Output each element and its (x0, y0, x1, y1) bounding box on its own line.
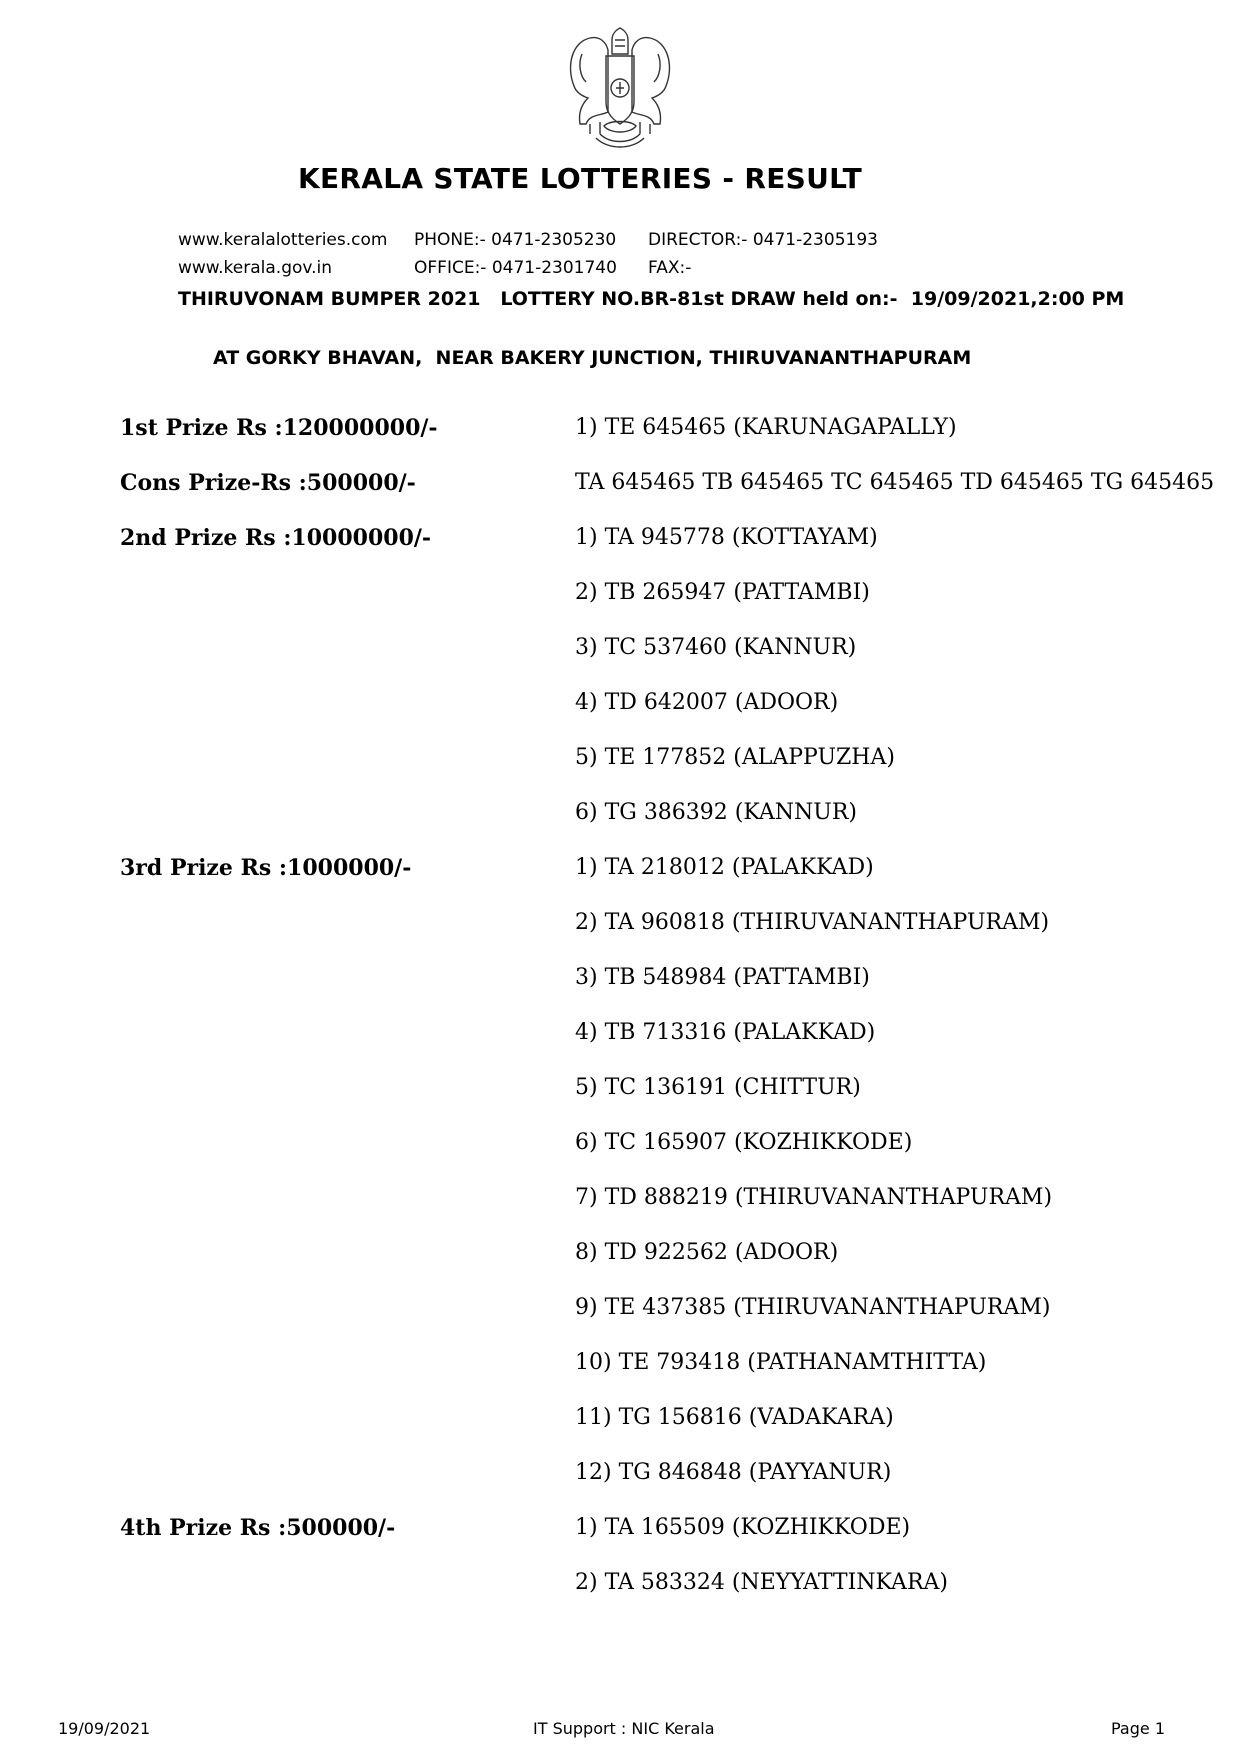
footer-date: 19/09/2021 (58, 1719, 151, 1738)
director-phone: DIRECTOR:- 0471-2305193 (648, 230, 878, 250)
website-link[interactable]: www.keralalotteries.com (178, 230, 388, 250)
second-prize-winner: 3) TC 537460 (KANNUR) (575, 635, 857, 660)
phone-number: PHONE:- 0471-2305230 (414, 230, 617, 250)
third-prize-winner: 12) TG 846848 (PAYYANUR) (575, 1460, 892, 1485)
third-prize-winner: 8) TD 922562 (ADOOR) (575, 1240, 839, 1265)
third-prize-label: 3rd Prize Rs :1000000/- (120, 855, 412, 881)
third-prize-winner: 2) TA 960818 (THIRUVANANTHAPURAM) (575, 910, 1050, 935)
second-prize-winner: 4) TD 642007 (ADOOR) (575, 690, 839, 715)
third-prize-winner: 7) TD 888219 (THIRUVANANTHAPURAM) (575, 1185, 1053, 1210)
fourth-prize-label: 4th Prize Rs :500000/- (120, 1515, 396, 1541)
second-prize-label: 2nd Prize Rs :10000000/- (120, 525, 432, 551)
first-prize-label: 1st Prize Rs :120000000/- (120, 415, 438, 441)
kerala-emblem-icon (560, 16, 680, 151)
draw-info: THIRUVONAM BUMPER 2021 LOTTERY NO.BR-81st DRAW held on:- 19/09/2021,2:00 PM (178, 288, 1125, 310)
second-prize-winner: 6) TG 386392 (KANNUR) (575, 800, 857, 825)
third-prize-winner: 11) TG 156816 (VADAKARA) (575, 1405, 894, 1430)
first-prize-winner: 1) TE 645465 (KARUNAGAPALLY) (575, 415, 957, 440)
third-prize-winner: 6) TC 165907 (KOZHIKKODE) (575, 1130, 913, 1155)
third-prize-winner: 9) TE 437385 (THIRUVANANTHAPURAM) (575, 1295, 1051, 1320)
second-prize-winner: 1) TA 945778 (KOTTAYAM) (575, 525, 878, 550)
footer-support: IT Support : NIC Kerala (533, 1719, 715, 1738)
office-phone: OFFICE:- 0471-2301740 (414, 258, 617, 278)
draw-venue: AT GORKY BHAVAN, NEAR BAKERY JUNCTION, THIRUVANANTHAPURAM (213, 347, 972, 369)
gov-website-link[interactable]: www.kerala.gov.in (178, 258, 333, 278)
second-prize-winner: 5) TE 177852 (ALAPPUZHA) (575, 745, 895, 770)
cons-prize-winners: TA 645465 TB 645465 TC 645465 TD 645465 TG 645465 (575, 470, 1215, 495)
third-prize-winner: 3) TB 548984 (PATTAMBI) (575, 965, 870, 990)
third-prize-winner: 10) TE 793418 (PATHANAMTHITTA) (575, 1350, 987, 1375)
third-prize-winner: 4) TB 713316 (PALAKKAD) (575, 1020, 876, 1045)
fax-number: FAX:- (648, 258, 692, 278)
page-number: Page 1 (1111, 1719, 1165, 1738)
page-title: KERALA STATE LOTTERIES - RESULT (297, 162, 863, 195)
fourth-prize-winner: 1) TA 165509 (KOZHIKKODE) (575, 1515, 911, 1540)
second-prize-winner: 2) TB 265947 (PATTAMBI) (575, 580, 870, 605)
cons-prize-label: Cons Prize-Rs :500000/- (120, 470, 416, 496)
fourth-prize-winner: 2) TA 583324 (NEYYATTINKARA) (575, 1570, 948, 1595)
third-prize-winner: 5) TC 136191 (CHITTUR) (575, 1075, 861, 1100)
third-prize-winner: 1) TA 218012 (PALAKKAD) (575, 855, 874, 880)
